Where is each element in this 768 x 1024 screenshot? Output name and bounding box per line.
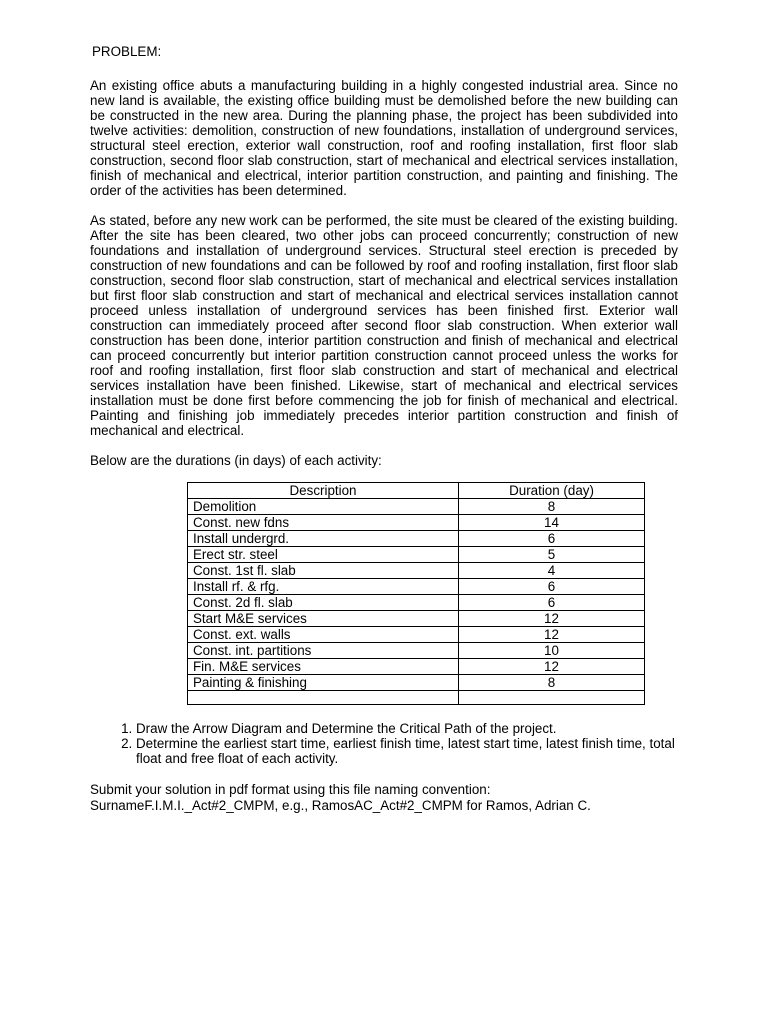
- activity-name: Fin. M&E services: [188, 659, 459, 675]
- table-row: [188, 579, 645, 595]
- activity-name: Painting & finishing: [188, 675, 459, 691]
- activity-duration: 4: [459, 563, 645, 579]
- table-row: [188, 675, 645, 691]
- submission-instructions: [90, 782, 678, 814]
- table-row: [188, 659, 645, 675]
- activity-name: Demolition: [188, 499, 459, 515]
- activity-duration: 8: [459, 499, 645, 515]
- task-list: [90, 721, 678, 766]
- activity-duration: 12: [459, 659, 645, 675]
- activity-duration: 12: [459, 611, 645, 627]
- table-row: [188, 499, 645, 515]
- activity-name: Const. new fdns: [188, 515, 459, 531]
- table-row: [188, 531, 645, 547]
- table-row: [188, 563, 645, 579]
- header-description: Description: [188, 483, 459, 499]
- document-page: [90, 44, 678, 814]
- task-item-2: 2. Determine the earliest start time, earliest finish time, latest start time, latest finish time, total float and free float of each activity.: [136, 736, 678, 766]
- activity-name: Const. ext. walls: [188, 627, 459, 643]
- activity-name: Install undergrd.: [188, 531, 459, 547]
- sequence-paragraph: As stated, before any new work can be performed, the site must be cleared of the existing building. After the site has been cleared, two other jobs can proceed concurrently; construction of new foundations and installation of underground services. Structural steel erection is preceded by construction of new foundations and can be followed by roof and roofing installation, first floor slab construction, second floor slab construction, start of mechanical and electrical services installation but first floor slab construction and start of mechanical and electrical services installation cannot proceed unless installation of underground services has been finished first. Exterior wall construction can immediately proceed after second floor slab construction. When exterior wall construction has been done, interior partition construction and finish of mechanical and electrical can proceed concurrently but interior partition construction cannot proceed unless the works for roof and roofing installation, first floor slab construction and start of mechanical and electrical services installation have been finished. Likewise, start of mechanical and electrical services installation must be done first before commencing the job for finish of mechanical and electrical. Painting and finishing job immediately precedes interior partition construction and finish of mechanical and electrical.: [90, 213, 678, 438]
- table-header-row: [188, 483, 645, 499]
- problem-heading: PROBLEM:: [92, 44, 162, 59]
- empty-cell: [459, 691, 645, 705]
- activity-name: Install rf. & rfg.: [188, 579, 459, 595]
- empty-cell: [188, 691, 459, 705]
- duration-table: [187, 482, 645, 705]
- table-row: [188, 515, 645, 531]
- intro-paragraph: An existing office abuts a manufacturing building in a highly congested industrial area. Since no new land is available, the existing office building must be demolished before the new building can be constructed in the new area. During the planning phase, the project has been subdivided into twelve activities: demolition, construction of new foundations, installation of underground services, structural steel erection, exterior wall construction, roof and roofing installation, first floor slab construction, second floor slab construction, start of mechanical and electrical services installation, finish of mechanical and electrical, interior partition construction, and painting and finishing. The order of the activities has been determined.: [90, 78, 678, 198]
- table-row: [188, 643, 645, 659]
- table-row: [188, 547, 645, 563]
- submit-line-1: Submit your solution in pdf format using this file naming convention:: [90, 782, 491, 797]
- activity-name: Const. int. partitions: [188, 643, 459, 659]
- activity-duration: 10: [459, 643, 645, 659]
- durations-intro: Below are the durations (in days) of each activity:: [90, 453, 382, 468]
- activity-duration: 14: [459, 515, 645, 531]
- activity-duration: 6: [459, 595, 645, 611]
- activity-name: Start M&E services: [188, 611, 459, 627]
- activity-duration: 6: [459, 531, 645, 547]
- activity-duration: 8: [459, 675, 645, 691]
- activity-duration: 6: [459, 579, 645, 595]
- activity-name: Erect str. steel: [188, 547, 459, 563]
- activity-name: Const. 1st fl. slab: [188, 563, 459, 579]
- activity-duration: 12: [459, 627, 645, 643]
- task-item-1: 1. Draw the Arrow Diagram and Determine the Critical Path of the project.: [136, 721, 678, 736]
- table-row: [188, 611, 645, 627]
- submit-line-2: SurnameF.I.M.I._Act#2_CMPM, e.g., RamosAC_Act#2_CMPM for Ramos, Adrian C.: [90, 798, 591, 813]
- empty-table-row: [188, 691, 645, 705]
- activity-name: Const. 2d fl. slab: [188, 595, 459, 611]
- table-row: [188, 627, 645, 643]
- header-duration: Duration (day): [459, 483, 645, 499]
- activity-duration: 5: [459, 547, 645, 563]
- table-row: [188, 595, 645, 611]
